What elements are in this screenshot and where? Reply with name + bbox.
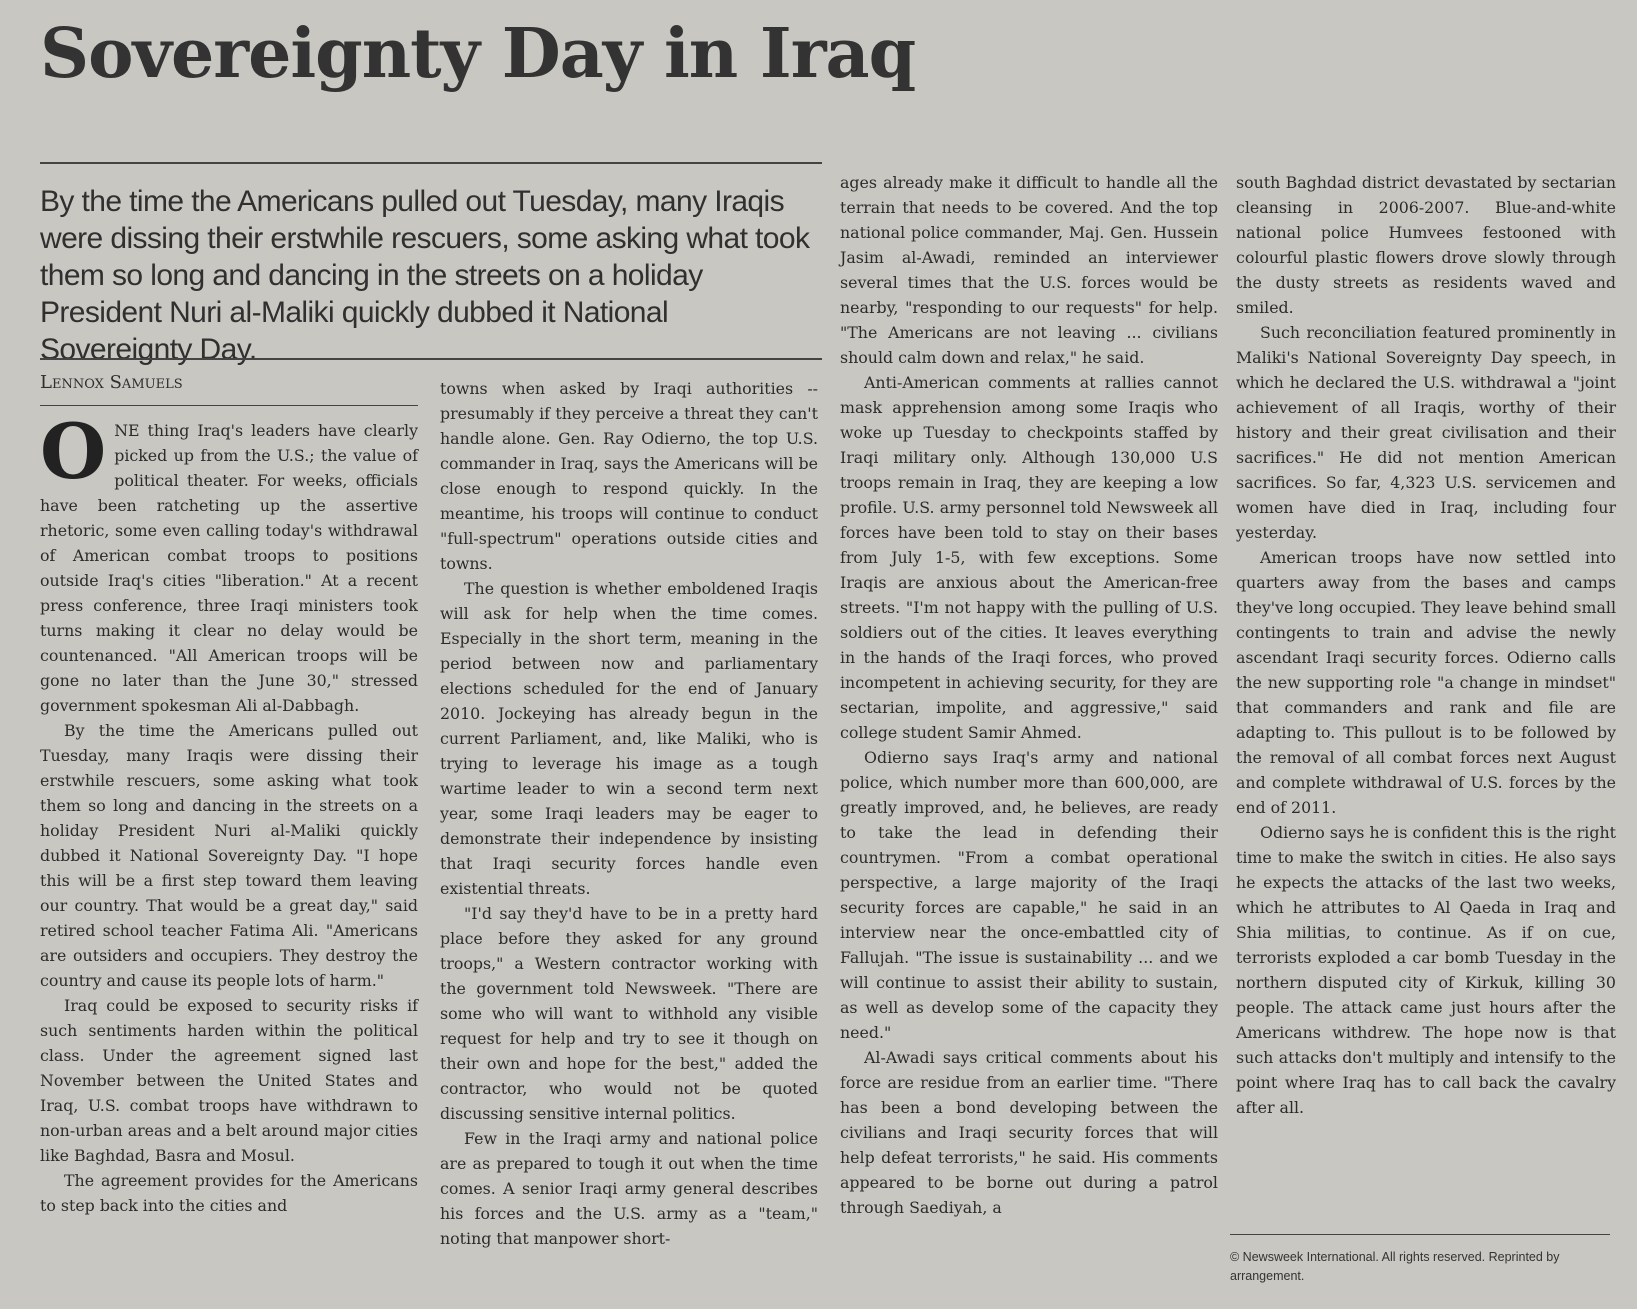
byline-rule (40, 405, 418, 406)
paragraph: towns when asked by Iraqi authorities -- presumably if they perceive a threat they can't handle alone. Gen. Ray Odierno, the top U.S. commander in Iraq, says the Americans will be close enough to respond quickly. In the meantime, his troops will continue to conduct "full-spectrum" operations outside cities and towns. (440, 379, 818, 573)
deck: By the time the Americans pulled out Tuesday, many Iraqis were dissing their erstwhile rescuers, some asking what took them so long and dancing in the streets on a holiday President Nuri al-Maliki quickly dubbed it National Sovereignty Day. (40, 185, 810, 366)
paragraph: south Baghdad district devastated by sectarian cleansing in 2006-2007. Blue-and-white national police Humvees festooned with colourful plastic flowers drove slowly through the dusty streets as residents waved and smiled. (1236, 173, 1616, 317)
paragraph: American troops have now settled into quarters away from the bases and camps they've long occupied. They leave behind small contingents to train and advise the newly ascendant Iraqi security forces. Odierno calls the new supporting role "a change in mindset" that commanders and rank and file are adapting to. This pullout is to be followed by the removal of all combat forces next August and complete withdrawal of U.S. forces by the end of 2011. (1236, 548, 1616, 817)
column-2 (440, 376, 818, 1251)
deck-top-rule (40, 162, 822, 164)
paragraph-text: NE thing Iraq's leaders have clearly picked up from the U.S.; the value of political theater. For weeks, officials have been ratcheting up the assertive rhetoric, some even calling today's withdrawal of American combat troops to positions outside Iraq's cities "liberation." At a recent press conference, three Iraqi ministers took turns making it clear no delay would be countenanced. "All American troops will be gone no later than the June 30," stressed government spokesman Ali al-Dabbagh. (40, 421, 418, 715)
byline: Lennox Samuels (40, 372, 183, 393)
deck-bottom-rule (40, 358, 822, 360)
paragraph: By the time the Americans pulled out Tuesday, many Iraqis were dissing their erstwhile rescuers, some asking what took them so long and dancing in the streets on a holiday President Nuri al-Maliki quickly dubbed it National Sovereignty Day. "I hope this will be a first step toward them leaving our country. That would be a great day," said retired school teacher Fatima Ali. "Americans are outsiders and occupiers. They destroy the country and cause its people lots of harm." (40, 721, 418, 990)
paragraph: "I'd say they'd have to be in a pretty hard place before they asked for any ground troops," a Western contractor working with the government told Newsweek. "There are some who will want to withhold any visible request for help and try to see it though on their own and hope for the best," added the contractor, who would not be quoted discussing sensitive internal politics. (440, 904, 818, 1123)
paragraph: Such reconciliation featured prominently in Maliki's National Sovereignty Day speech, in which he declared the U.S. withdrawal a "joint achievement of all Iraqis, worthy of their history and their great civilisation and their sacrifices." He did not mention American sacrifices. So far, 4,323 U.S. servicemen and women have died in Iraq, including four yesterday. (1236, 323, 1616, 542)
paragraph: The question is whether emboldened Iraqis will ask for help when the time comes. Especially in the short term, meaning in the period between now and parliamentary elections scheduled for the end of January 2010. Jockeying has already begun in the current Parliament, and, like Maliki, who is trying to leverage his image as a tough wartime leader to win a second term next year, some Iraqi leaders may be eager to demonstrate their independence by insisting that Iraqi security forces handle even existential threats. (440, 579, 818, 898)
paragraph: Odierno says Iraq's army and national police, which number more than 600,000, are greatly improved, and, he believes, are ready to take the lead in defending their countrymen. "From a combat operational perspective, a large majority of the Iraqi security forces are capable," he said in an interview near the once-embattled city of Fallujah. "The issue is sustainability ... and we will continue to assist their ability to sustain, as well as develop some of the capacity they need." (840, 748, 1218, 1042)
drop-cap: O (40, 407, 107, 496)
paragraph: Iraq could be exposed to security risks if such sentiments harden within the political class. Under the agreement signed last November between the United States and Iraq, U.S. combat troops have withdrawn to non-urban areas and a belt around major cities like Baghdad, Basra and Mosul. (40, 996, 418, 1165)
copyright-credit: © Newsweek International. All rights reserved. Reprinted by arrangement. (1230, 1250, 1560, 1283)
column-4 (1236, 170, 1616, 1120)
paragraph: Few in the Iraqi army and national police are as prepared to tough it out when the time comes. A senior Iraqi army general describes his forces and the U.S. army as a "team," noting that manpower short- (440, 1129, 818, 1248)
column-1 (40, 407, 418, 1218)
paragraph: Odierno says he is confident this is the right time to make the switch in cities. He also says he expects the attacks of the last two weeks, which he attributes to Al Qaeda in Iraq and Shia militias, to continue. As if on cue, terrorists exploded a car bomb Tuesday in the northern disputed city of Kirkuk, killing 30 people. The attack came just hours after the Americans withdrew. The hope now is that such attacks don't multiply and intensify to the point where Iraq has to call back the cavalry after all. (1236, 823, 1616, 1117)
paragraph: The agreement provides for the Americans to step back into the cities and (40, 1171, 418, 1215)
credit-rule (1230, 1234, 1610, 1235)
paragraph: ages already make it difficult to handle all the terrain that needs to be covered. And the top national police commander, Maj. Gen. Hussein Jasim al-Awadi, reminded an interviewer several times that the U.S. forces would be nearby, "responding to our requests" for help. "The Americans are not leaving ... civilians should calm down and relax," he said. (840, 173, 1218, 367)
paragraph: Anti-American comments at rallies cannot mask apprehension among some Iraqis who woke up Tuesday to checkpoints staffed by Iraqi military only. Although 130,000 U.S troops remain in Iraq, they are keeping a low profile. U.S. army personnel told Newsweek all forces have been told to stay on their bases from July 1-5, with few exceptions. Some Iraqis are anxious about the American-free streets. "I'm not happy with the pulling of U.S. soldiers out of the cities. It leaves everything in the hands of the Iraqi forces, who proved incompetent in achieving security, for they are sectarian, impolite, and aggressive," said college student Samir Ahmed. (840, 373, 1218, 742)
headline: Sovereignty Day in Iraq (40, 14, 916, 94)
paragraph (40, 407, 418, 718)
paragraph: Al-Awadi says critical comments about his force are residue from an earlier time. "There has been a bond developing between the civilians and Iraqi security forces that will help defeat terrorists," he said. His comments appeared to be borne out during a patrol through Saediyah, a (840, 1048, 1218, 1217)
column-3 (840, 170, 1218, 1220)
